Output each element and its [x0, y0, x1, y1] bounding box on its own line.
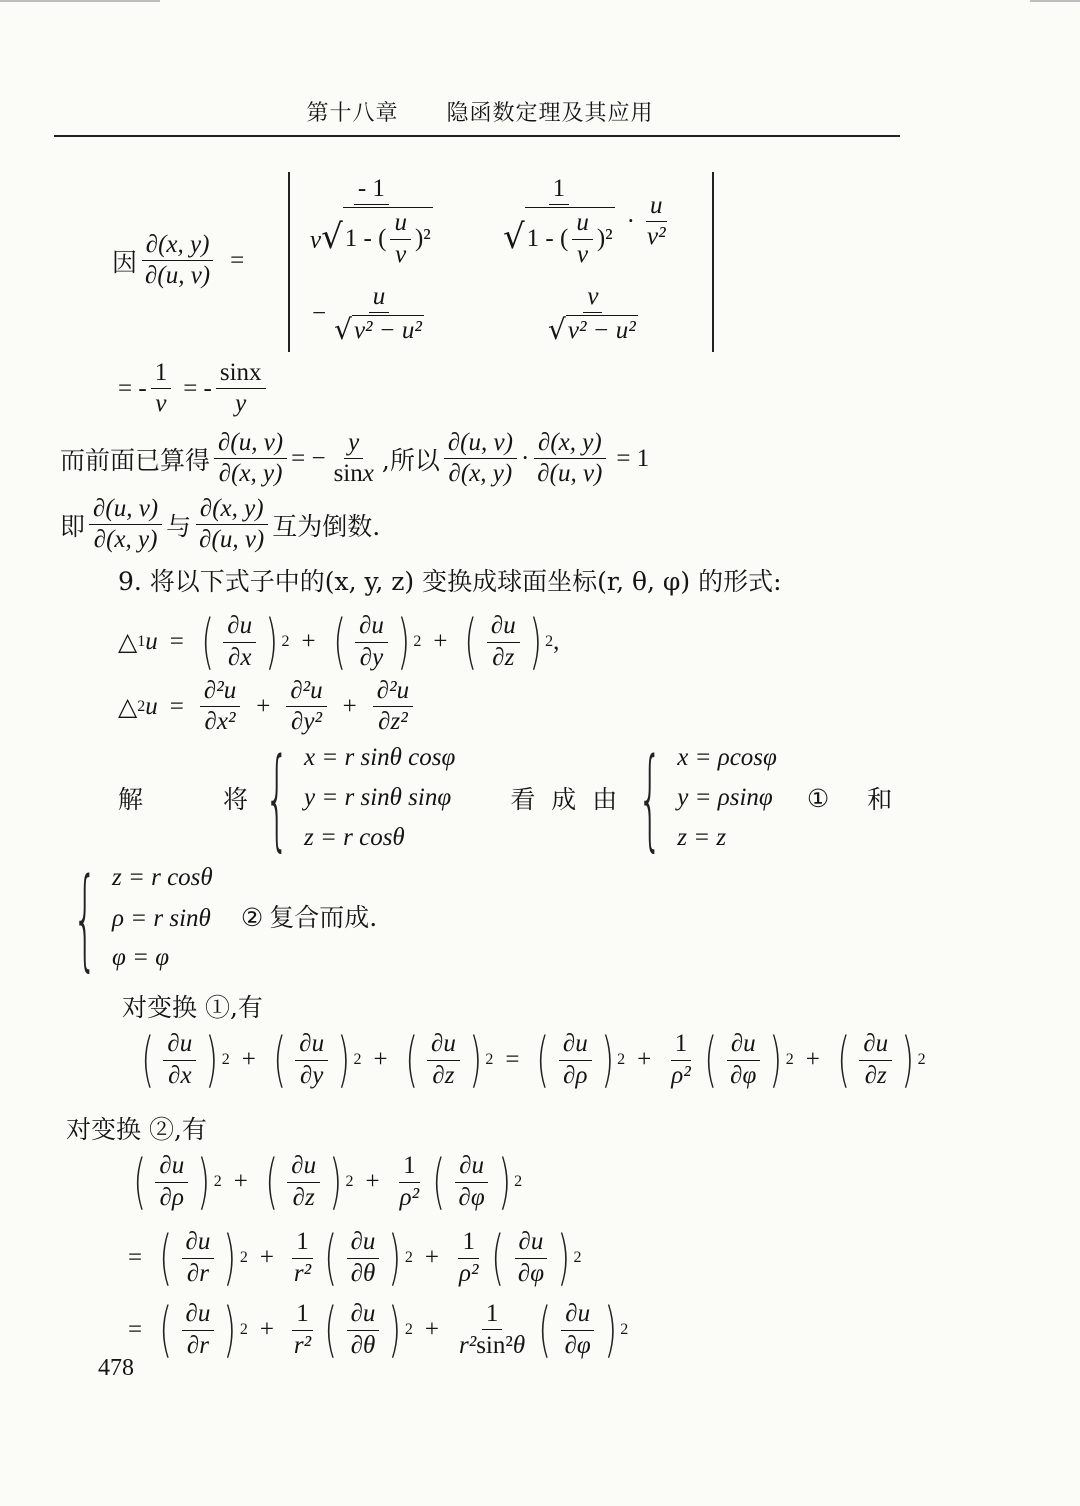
determinant [288, 172, 714, 352]
system-2-row: { z = r cosθ ρ = r sinθ ② 复合而成. φ = φ [72, 854, 378, 982]
transform-1-label: 对变换 ①,有 [122, 993, 263, 1022]
chapter-label: 第十八章 [306, 101, 399, 126]
transform-1-formula: ( $\frac{\partial u}{\partial x}$ ) 2 + ( $\frac{\partial u}{\partial y}$ ) 2 + ( $\frac{\partial u}{\partial z}$ ) 2 = ( $\frac{\partial u}{\partial\rho}$ ) 2 + $\frac{1}{\text{ρ²}}$ ( $\frac{\partial u}{\partial\varphi}$ ) 2 + ( $\frac{\partial u}{\partial z}$ ) 2 [141, 1025, 926, 1095]
scan-top-line-left [0, 0, 160, 2]
transform-2-line3: = ( $\frac{\partial u}{\partial r}$ ) 2 + $\frac{1}{\text{r²}}$ ( $\frac{\partial u}{\partial\theta}$ ) 2 + $\frac{1}{\text{r²sin²θ}}$ ( $\frac{\partial u}{\partial\varphi}$ ) 2 [128, 1295, 629, 1365]
det-entry-12: 1 √ 1 - ( $\frac{u}{v}$ )² · $\frac{u}{\text{v²}}$ [503, 175, 666, 268]
delta2-formula: △ 2 u = $\frac{\text{∂²u}}{\text{∂x²}}$ + $\frac{\text{∂²u}}{\text{∂y²}}$ + $\frac{\text{∂²u}}{\text{∂z²}}$ [118, 678, 417, 736]
reciprocal-line: 即 $\frac{\partial(u, v)}{\partial(x, y)}$ 与 $\frac{\partial(x, y)}{\partial(u, v)}$ 互为倒数. [60, 495, 381, 554]
page-header [0, 96, 960, 127]
spherical-system: x = r sinθ cosφ y = r sinθ sinφ z = r cosθ [304, 744, 456, 851]
because-text: 因 [112, 247, 138, 277]
det-entry-21: − u √ v² − u² [312, 283, 422, 347]
transform-2-line2: = ( $\frac{\partial u}{\partial r}$ ) 2 + $\frac{1}{\text{r²}}$ ( $\frac{\partial u}{\partial\theta}$ ) 2 + $\frac{1}{\text{ρ²}}$ ( $\frac{\partial u}{\partial\varphi}$ ) 2 [128, 1223, 582, 1293]
result-line: = - $\frac{1}{v}$ = - $\frac{\sin x}{y}$ [118, 360, 270, 418]
delta1-formula: △ 1 u = ( $\frac{\partial u}{\partial x}$ ) 2 + ( $\frac{\partial u}{\partial y}$ ) 2 + ( $\frac{\partial u}{\partial z}$ ) 2 , [118, 607, 560, 677]
polar-system: z = r cosθ ρ = r sinθ ② 复合而成. φ = φ [112, 864, 378, 971]
solution-row: 解 将 { x = r sinθ cosφ y = r sinθ sinφ z = r cosθ 看 成 由 { x = ρcosφ y = ρsinφ z = z ① 和 [118, 734, 893, 862]
det-entry-11: - 1 v √ 1 - ( $\frac{u}{v}$ )² [310, 175, 431, 268]
scan-top-line-right [1030, 0, 1080, 2]
transform-2-line1: ( $\frac{\partial u}{\partial\rho}$ ) 2 + ( $\frac{\partial u}{\partial z}$ ) 2 + $\frac{1}{\text{ρ²}}$ ( $\frac{\partial u}{\partial\varphi}$ ) 2 [133, 1147, 523, 1217]
transform-2-label: 对变换 ②,有 [66, 1115, 207, 1144]
chapter-title: 隐函数定理及其应用 [446, 101, 654, 126]
equals-sign: = [230, 246, 245, 274]
cylindrical-system: x = ρcosφ y = ρsinφ z = z [677, 744, 777, 851]
header-rule [54, 135, 900, 137]
jacobian-label [112, 232, 256, 290]
jacobian-xy-uv: $\frac{\partial(x, y)}{\partial(u, v)}$ [141, 232, 214, 290]
computed-line: 而前面已算得 $\frac{\partial(u, v)}{\partial(x, y)}$ = − $\frac{y}{\sin x}$ ,所以 $\frac{\partial(u, v)}{\partial(x, y)}$ · $\frac{\partial(x, y)}{\partial(u, v)}$ = 1 [60, 429, 650, 488]
problem-9: 9. 将以下式子中的(x, y, z) 变换成球面坐标(r, θ, φ) 的形式: [118, 567, 782, 596]
page-number: 478 [98, 1355, 134, 1381]
det-entry-22: v √ v² − u² [548, 283, 636, 347]
